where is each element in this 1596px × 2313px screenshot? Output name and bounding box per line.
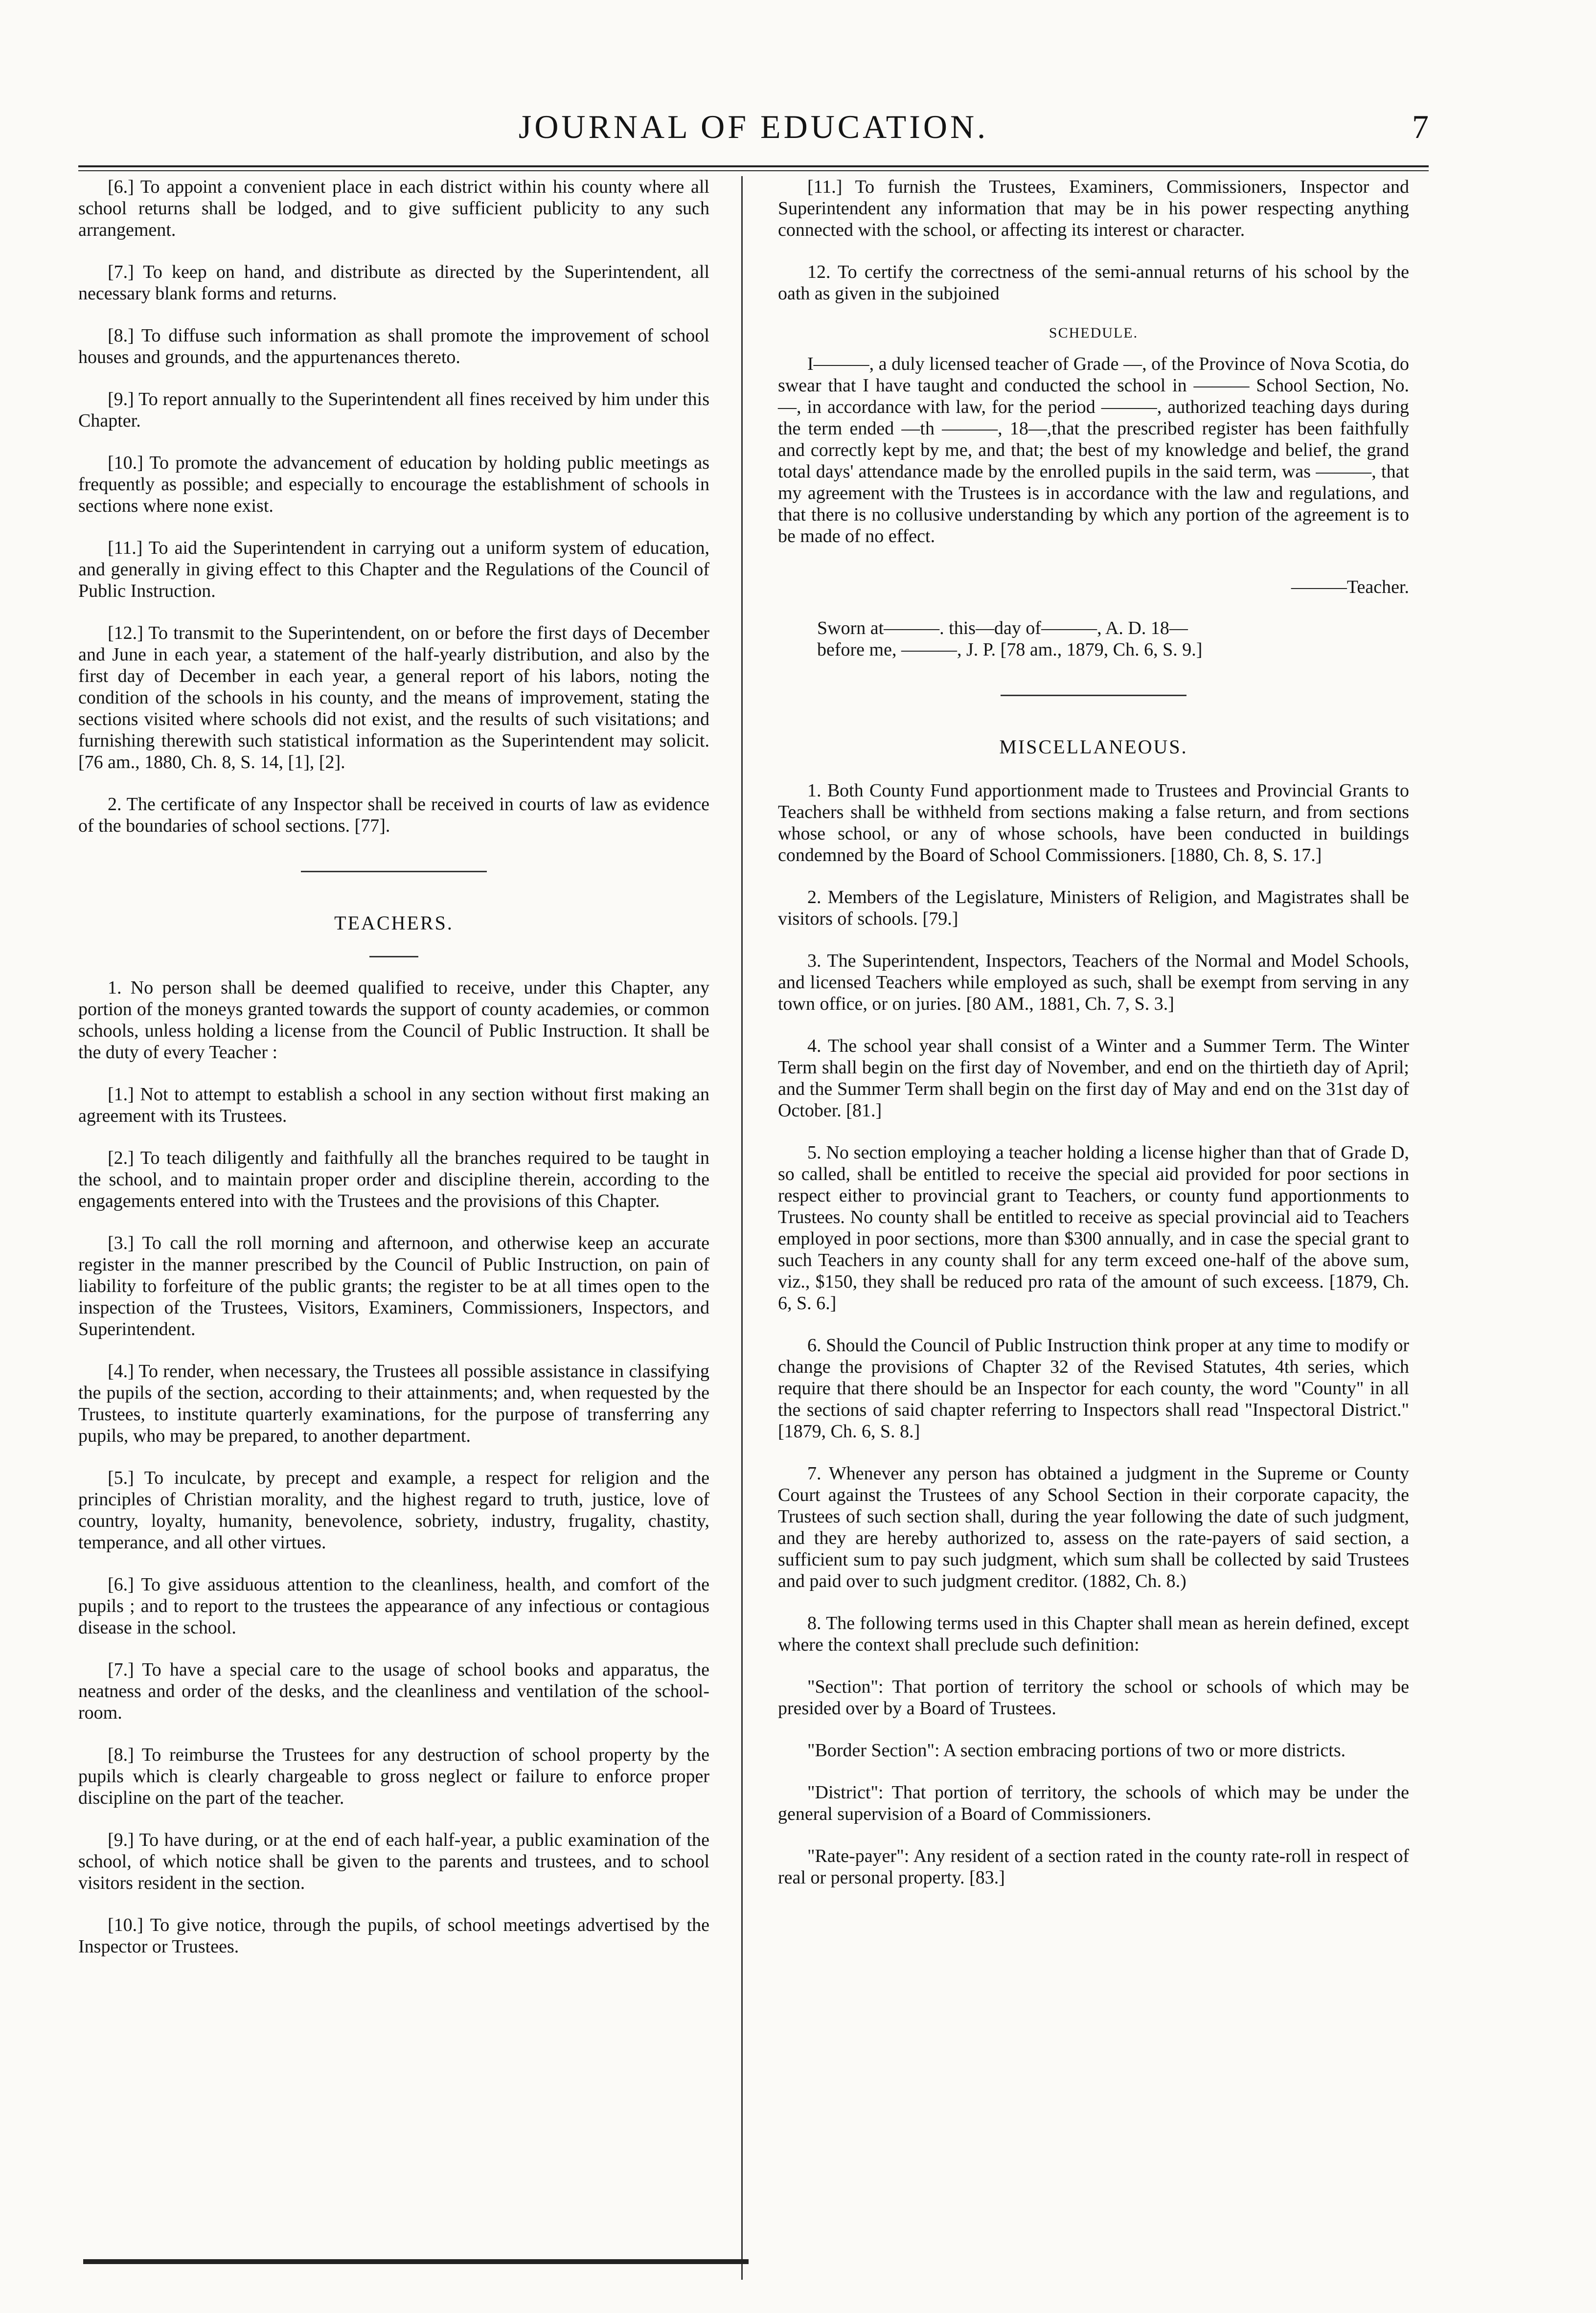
paragraph: [5.] To inculcate, by precept and example, a respect for religion and the principles of Christian morality, and the highest regard to truth, justice, love of country, loyalty, humanity, benevolence, sobriety, industry, frugality, chastity, temperance, and all other virtues. (78, 1468, 709, 1553)
sworn-line: before me, ———, J. P. [78 am., 1879, Ch. 6, S. 9.] (817, 639, 1203, 660)
paragraph: 12. To certify the correctness of the semi-annual returns of his school by the oath as given in the subjoined (778, 262, 1409, 304)
schedule-oath: I———, a duly licensed teacher of Grade —, of the Province of Nova Scotia, do swear that I have taught and conducted the school in ——— School Section, No. —, in accordance with law, for the period ———, authorized teaching days during the term ended —th ———, 18—,that the prescribed register has been faithfully and correctly kept by me, and that; the best of my knowledge and belief, the grand total days' attendance made by the enrolled pupils in the said term, was ———, that my agreement with the Trustees is in accordance with the law and regulations, and that there is no collusive understanding by which any portion of the agreement is to be made of no effect. (778, 354, 1409, 546)
paragraph: [7.] To keep on hand, and distribute as directed by the Superintendent, all necessary blank forms and returns. (78, 262, 709, 304)
paragraph: 1. Both County Fund apportionment made to Trustees and Provincial Grants to Teachers shall be withheld from sections making a false return, and from sections whose school, or any of whose schools, have been conducted in buildings condemned by the Board of School Commissioners. [1880, Ch. 8, S. 17.] (778, 780, 1409, 865)
paragraph: 2. Members of the Legislature, Ministers of Religion, and Magistrates shall be visitors of schools. [79.] (778, 887, 1409, 929)
paragraph: [12.] To transmit to the Superintendent, on or before the first days of December and June in each year, a statement of the half-yearly distribution, and also by the first day of December in each year, a general report of his labors, noting the condition of the schools in his county, and the means of improvement, stating the sections visited where schools did not exist, and the results of such visitations; and furnishing therewith such statistical information as the Superintendent may solicit. [76 am., 1880, Ch. 8, S. 14, [1], [2]. (78, 623, 709, 772)
paragraph: [11.] To furnish the Trustees, Examiners, Commissioners, Inspector and Superintendent any information that may be in his power respecting anything connected with the school, or affecting its interest or character. (778, 177, 1409, 240)
paragraph: [8.] To reimburse the Trustees for any destruction of school property by the pupils which is clearly chargeable to gross neglect or failure to enforce proper discipline on the part of the teacher. (78, 1745, 709, 1808)
section-heading-miscellaneous: MISCELLANEOUS. (999, 736, 1188, 758)
paragraph: 8. The following terms used in this Chapter shall mean as herein defined, except where the context shall preclude such definition: (778, 1613, 1409, 1655)
paragraph: [9.] To have during, or at the end of each half-year, a public examination of the school, of which notice shall be given to the parents and trustees, and to school visitors resident in the section. (78, 1830, 709, 1893)
paragraph: [10.] To give notice, through the pupils, of school meetings advertised by the Inspector or Trustees. (78, 1915, 709, 1957)
paragraph: 2. The certificate of any Inspector shall be received in courts of law as evidence of the boundaries of school sections. [77]. (78, 794, 709, 836)
paragraph: [2.] To teach diligently and faithfully all the branches required to be taught in the school, and to maintain proper order and discipline therein, according to the engagements entered into with the Trustees and the provisions of this Chapter. (78, 1148, 709, 1211)
column-divider (741, 176, 743, 2280)
paragraph: 6. Should the Council of Public Instruction think proper at any time to modify or change the provisions of Chapter 32 of the Revised Statutes, 4th series, which require that there should be an Inspector for each county, the word "County" in all the sections of said chapter referring to Inspectors shall read "Inspectoral District." [1879, Ch. 6, S. 8.] (778, 1335, 1409, 1442)
journal-page (78, 98, 1429, 1957)
definition: "District": That portion of territory, the schools of which may be under the general supervision of a Board of Commissioners. (778, 1782, 1409, 1824)
heading-underline (369, 956, 418, 957)
paragraph: [8.] To diffuse such information as shall promote the improvement of school houses and grounds, and the appurtenances thereto. (78, 325, 709, 367)
definition: "Section": That portion of territory the school or schools of which may be presided over by a Board of Trustees. (778, 1677, 1409, 1719)
paragraph: [7.] To have a special care to the usage of school books and apparatus, the neatness and order of the desks, and the cleanliness and ventilation of the school-room. (78, 1659, 709, 1723)
sworn-line: Sworn at———. this—day of———, A. D. 18— (817, 618, 1188, 638)
paragraph: 7. Whenever any person has obtained a judgment in the Supreme or County Court against the Trustees of any School Section in their corporate capacity, the Trustees of such section shall, during the year following the date of such judgment, and they are hereby authorized to, assess on the rate-payers of said section, a sufficient sum to pay such judgment, which sum shall be collected by said Trustees and paid over to such judgment creditor. (1882, Ch. 8.) (778, 1463, 1409, 1591)
two-column-body (78, 176, 1429, 2280)
bottom-edge-shadow (83, 2259, 749, 2264)
sworn-block (778, 617, 1409, 660)
paragraph: [11.] To aid the Superintendent in carrying out a uniform system of education, and generally in giving effect to this Chapter and the Regulations of the Council of Public Instruction. (78, 538, 709, 601)
paragraph: [10.] To promote the advancement of education by holding public meetings as frequently as possible; and especially to encourage the establishment of schools in sections where none exist. (78, 453, 709, 516)
page-number: 7 (1412, 108, 1429, 145)
header-rule (78, 165, 1429, 167)
section-divider (1001, 695, 1186, 696)
paragraph: [3.] To call the roll morning and afternoon, and otherwise keep an accurate register in the manner prescribed by the Council of Public Instruction, on pain of liability to forfeiture of the public grants; the register to be at all times open to the inspection of the Trustees, Visitors, Examiners, Commissioners, Inspectors, and Superintendent. (78, 1233, 709, 1339)
paragraph: [6.] To appoint a convenient place in each district within his county where all school returns shall be lodged, and to give sufficient publicity to any such arrangement. (78, 177, 709, 240)
paragraph: 1. No person shall be deemed qualified to receive, under this Chapter, any portion of the moneys granted towards the support of county academies, or common schools, unless holding a license from the Council of Public Instruction. It shall be the duty of every Teacher : (78, 977, 709, 1063)
paragraph: 5. No section employing a teacher holding a license higher than that of Grade D, so called, shall be entitled to receive the special aid provided for poor sections in respect either to provincial grant to Teachers, or county fund apportionments to Trustees. No county shall be entitled to receive as special provincial aid to Teachers employed in poor sections, more than $300 annually, and in case the special grant to such Teachers in any county shall for any term exceed one-half of the above sum, viz., $150, they shall be reduced pro rata of the amount of such exceess. [1879, Ch. 6, S. 6.] (778, 1142, 1409, 1314)
right-column (778, 176, 1409, 2280)
paragraph: [9.] To report annually to the Superintendent all fines received by him under this Chapter. (78, 389, 709, 431)
paragraph: 3. The Superintendent, Inspectors, Teachers of the Normal and Model Schools, and licensed Teachers while employed as such, shall be exempt from serving in any town office, or on juries. [80 AM., 1881, Ch. 7, S. 3.] (778, 951, 1409, 1014)
section-divider (301, 871, 487, 872)
schedule-signature: ———Teacher. (1291, 577, 1409, 597)
definition: "Border Section": A section embracing portions of two or more districts. (807, 1740, 1346, 1761)
journal-title: JOURNAL OF EDUCATION. (518, 108, 989, 145)
page-header (78, 98, 1429, 157)
paragraph: [1.] Not to attempt to establish a school in any section without first making an agreement with its Trustees. (78, 1084, 709, 1126)
header-rule-thin (78, 170, 1429, 171)
paragraph: [4.] To render, when necessary, the Trustees all possible assistance in classifying the pupils of the section, according to their attainments; and, when requested by the Trustees, to institute quarterly examinations, for the purpose of transferring any pupils, who may be prepared, to another department. (78, 1361, 709, 1446)
left-column (78, 176, 709, 2280)
definition: "Rate-payer": Any resident of a section rated in the county rate-roll in respect of real or personal property. [83.] (778, 1846, 1409, 1888)
paragraph: [6.] To give assiduous attention to the cleanliness, health, and comfort of the pupils ; and to report to the trustees the appearance of any infectious or contagious disease in the school. (78, 1574, 709, 1638)
paragraph: 4. The school year shall consist of a Winter and a Summer Term. The Winter Term shall begin on the first day of November, and end on the thirtieth day of April; and the Summer Term shall begin on the first day of May and end on the 31st day of October. [81.] (778, 1036, 1409, 1121)
section-heading-teachers: TEACHERS. (334, 912, 454, 934)
schedule-heading: SCHEDULE. (1049, 325, 1139, 341)
